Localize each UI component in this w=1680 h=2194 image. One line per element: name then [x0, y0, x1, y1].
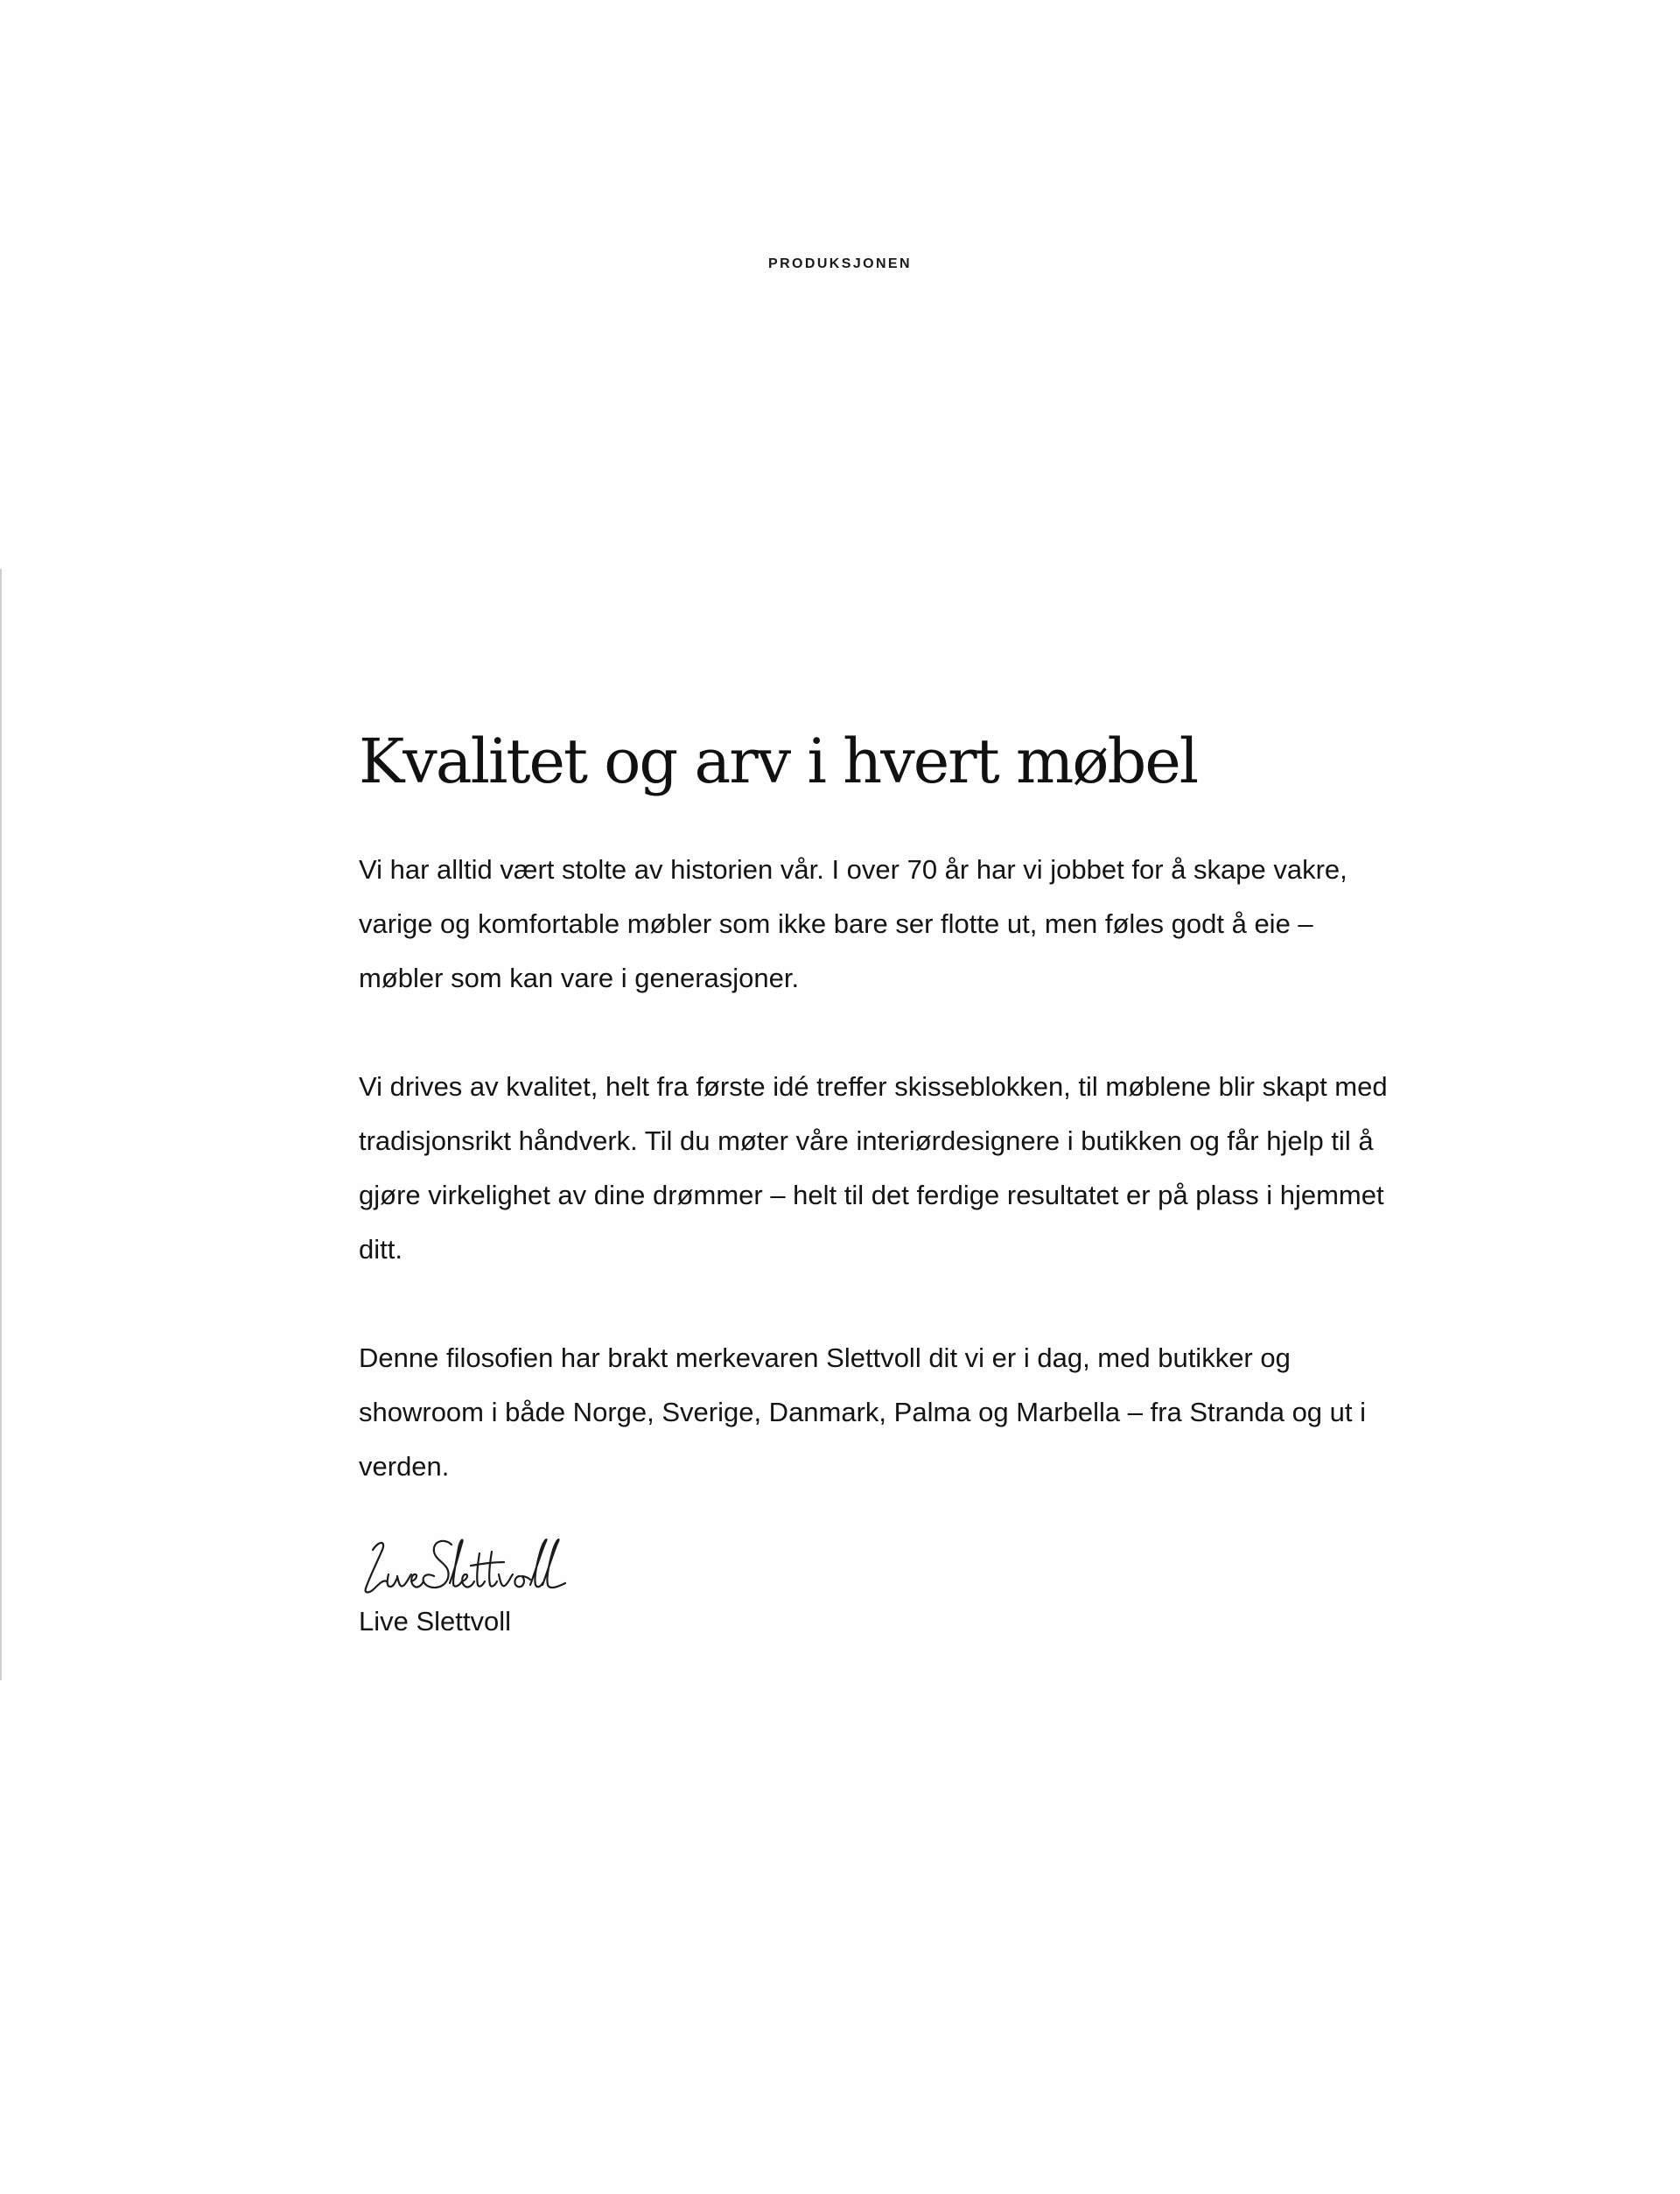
- handwritten-signature: [360, 1531, 570, 1601]
- paragraph-1: Vi har alltid vært stolte av historien vår. I over 70 år har vi jobbet for å skape vakre, varige og komfortable møbler som ikke bare ser flotte ut, men føles godt å eie – møbler som kan vare i generasjoner.: [359, 854, 1348, 993]
- paragraph-2: Vi drives av kvalitet, helt fra første idé treffer skisseblokken, til møblene blir skapt med tradisjonsrikt håndverk. Til du møter våre interiørdesignere i butikken og får hjelp til å gjøre virkelighet av dine drømmer – helt til det ferdige resultatet er på plass i hjemmet ditt.: [359, 1071, 1388, 1265]
- paragraph-3: Denne filosofien har brakt merkevaren Slettvoll dit vi er i dag, med butikker og showroom i både Norge, Sverige, Danmark, Palma og Marbella – fra Stranda og ut i verden.: [359, 1342, 1367, 1482]
- signer-name: Live Slettvoll: [359, 1606, 512, 1637]
- article: [359, 718, 1391, 1639]
- section-label: PRODUKSJONEN: [768, 256, 912, 271]
- page-edge-line: [0, 569, 2, 1680]
- article-title: Kvalitet og arv i hvert møbel: [359, 725, 1198, 797]
